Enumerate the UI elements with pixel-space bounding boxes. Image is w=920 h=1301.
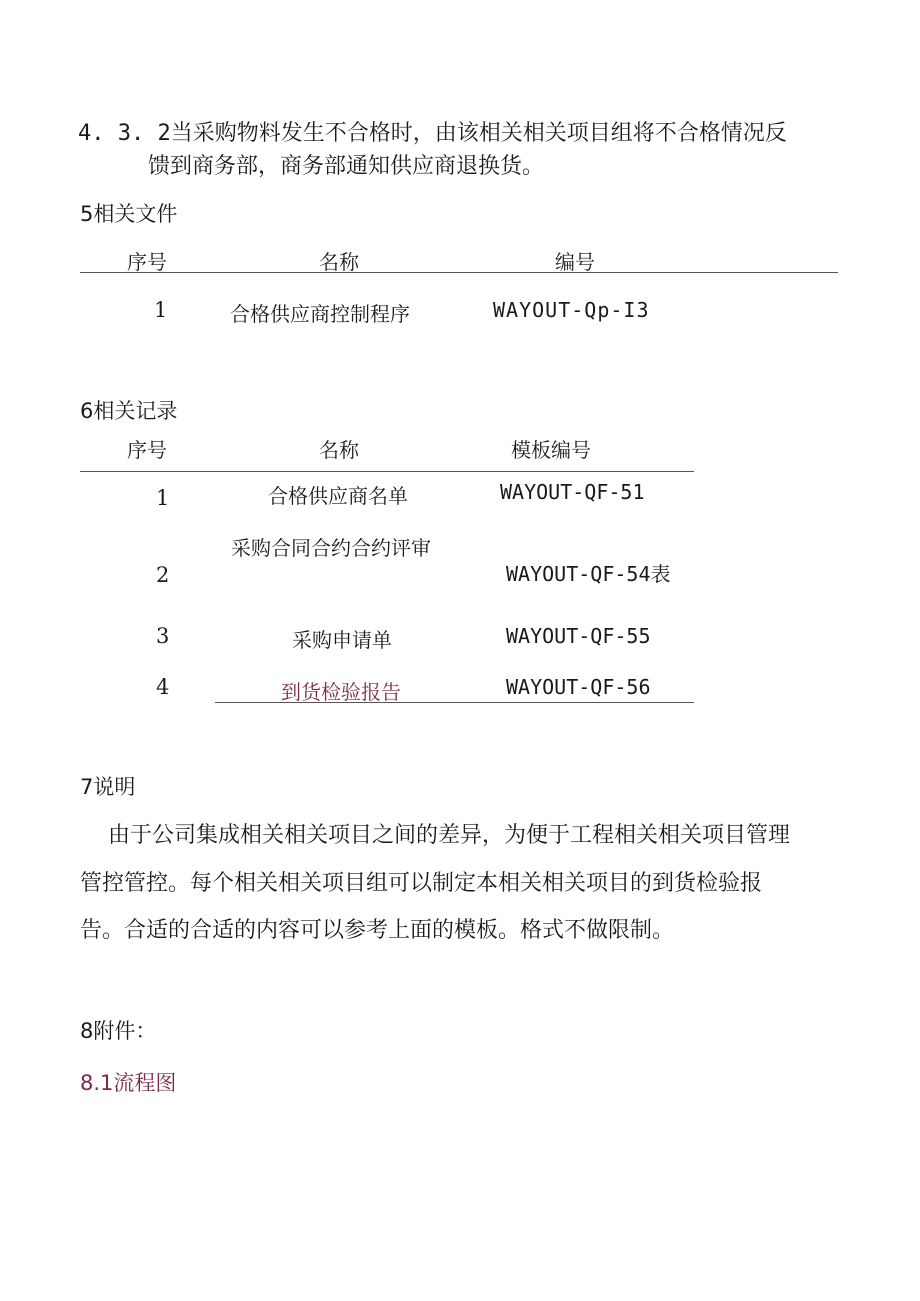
attachments-heading: 8附件：	[80, 1019, 157, 1043]
clause-4-3-2-line1	[78, 116, 787, 147]
related-records-row3-name: 采购申请单	[292, 628, 392, 652]
attachment-flowchart-link: 8.1流程图	[80, 1071, 177, 1095]
notes-paragraph-line3: 告。合适的合适的内容可以参考上面的模板。格式不做限制。	[80, 918, 675, 943]
related-records-row1-name: 合格供应商名单	[268, 484, 408, 508]
related-files-header-rule	[80, 272, 838, 273]
related-records-row2-name: 采购合同合约合约评审	[231, 536, 431, 560]
related-files-row1-seq: 1	[154, 298, 168, 322]
related-records-bottom-rule	[215, 702, 694, 703]
related-records-row4-seq: 4	[156, 675, 170, 699]
related-files-row1-code: WAYOUT-Qp-I3	[493, 298, 650, 322]
related-records-row1-code: WAYOUT-QF-51	[500, 480, 645, 504]
related-records-header-rule	[80, 471, 694, 472]
notes-paragraph-line2: 管控管控。每个相关相关项目组可以制定本相关相关项目的到货检验报	[80, 871, 763, 896]
related-records-header-name: 名称	[319, 438, 359, 462]
related-records-row4-code: WAYOUT-QF-56	[506, 675, 651, 699]
related-files-heading: 5相关文件	[80, 202, 178, 226]
notes-heading: 7说明	[80, 775, 136, 799]
related-records-row3-seq: 3	[156, 624, 170, 648]
related-records-row4-name: 到货检验报告	[281, 680, 401, 704]
related-records-row1-seq: 1	[156, 486, 170, 510]
related-files-row1-name: 合格供应商控制程序	[230, 302, 410, 326]
related-records-header-seq: 序号	[127, 438, 167, 462]
related-records-row2-code: WAYOUT-QF-54表	[506, 562, 671, 586]
related-files-header-name: 名称	[319, 250, 359, 274]
related-files-header-code: 编号	[555, 250, 595, 274]
related-records-row3-code: WAYOUT-QF-55	[506, 624, 651, 648]
clause-text-line1: 当采购物料发生不合格时，由该相关相关项目组将不合格情况反	[170, 121, 787, 146]
related-records-header-code: 模板编号	[511, 438, 591, 462]
related-files-header-seq: 序号	[127, 250, 167, 274]
clause-number: 4. 3. 2	[78, 121, 171, 146]
notes-paragraph-line1: 由于公司集成相关相关项目之间的差异，为便于工程相关相关项目管理	[108, 823, 791, 848]
related-records-heading: 6相关记录	[80, 399, 178, 423]
related-records-row2-seq: 2	[156, 563, 170, 587]
clause-4-3-2-line2: 馈到商务部，商务部通知供应商退换货。	[148, 154, 545, 179]
